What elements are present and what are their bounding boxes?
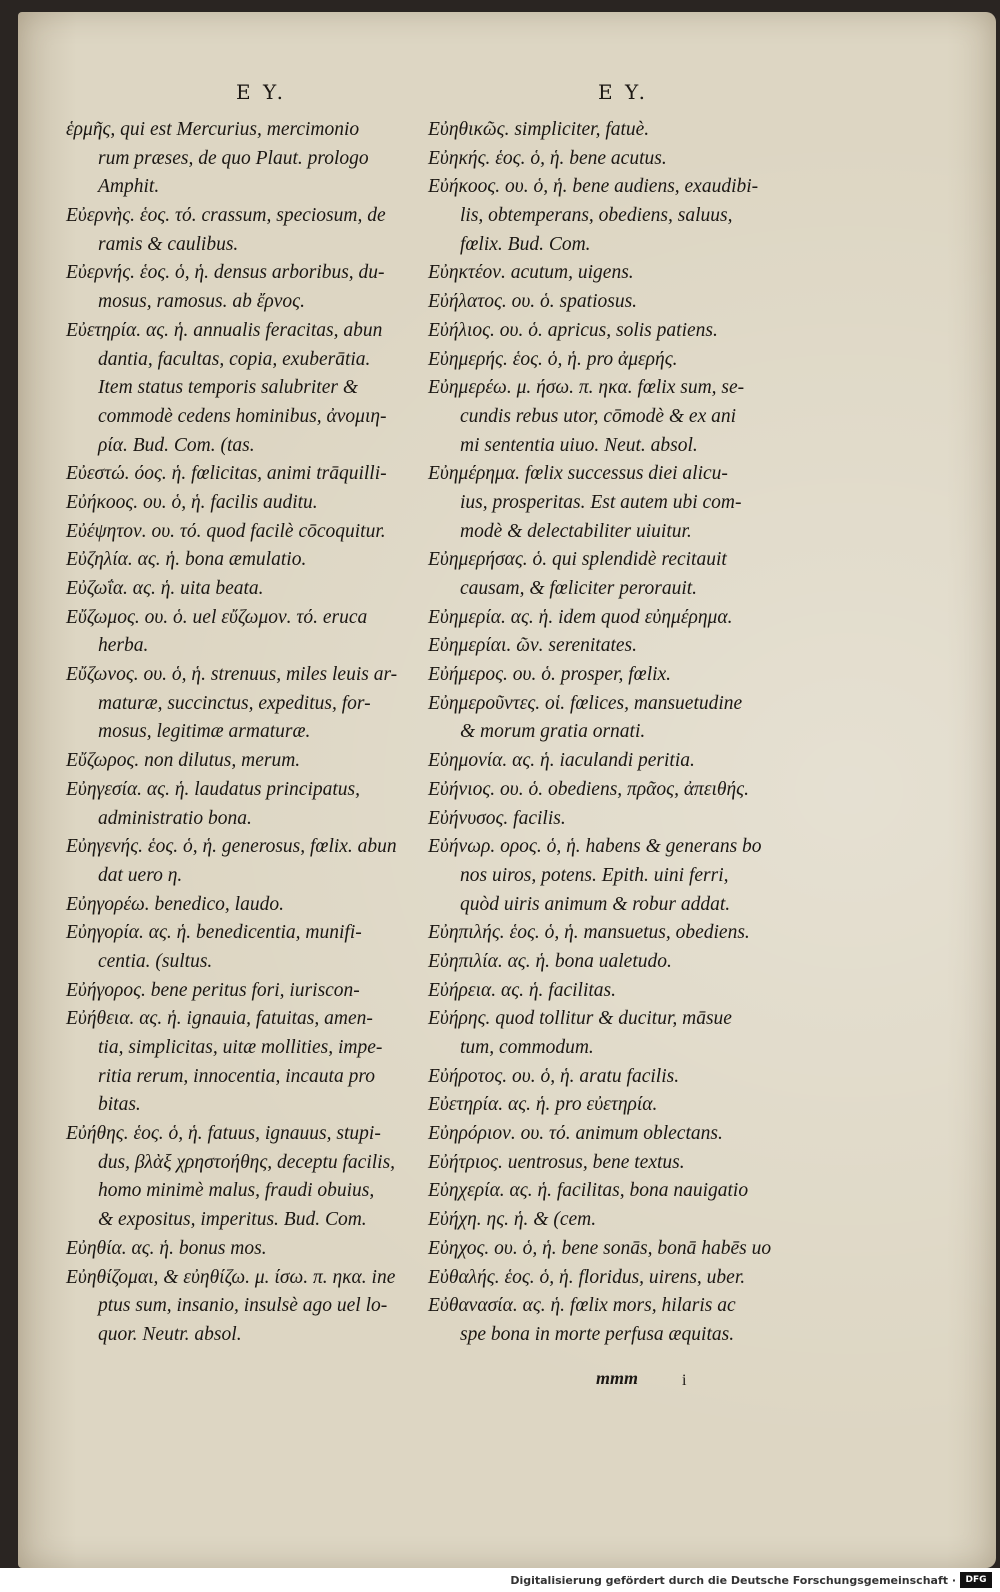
text-line: mosus, legitimæ armaturæ. <box>98 721 311 743</box>
text-line: Εὔζωμος. ου. ὁ. uel εὔζωμον. τό. eruca <box>66 606 368 628</box>
book-page <box>18 12 996 1568</box>
text-line: dus, βλὰξ χρηστοήθης, deceptu facilis, <box>98 1151 396 1173</box>
text-line: herba. <box>98 635 149 657</box>
text-line: ptus sum, insanio, insulsè ago uel lo- <box>98 1295 388 1317</box>
text-line: ius, prosperitas. Est autem ubi com- <box>460 491 742 513</box>
text-line: Εὐημέρημα. fœlix successus diei alicu- <box>428 463 728 485</box>
text-line: Εὐήκοος. ου. ὁ, ἡ. facilis auditu. <box>66 491 318 513</box>
footer-bar <box>0 1568 1000 1592</box>
text-line: Εὐημερίαι. ῶν. serenitates. <box>428 635 637 657</box>
text-line: Εὐήγορος. bene peritus fori, iuriscon- <box>66 979 360 1001</box>
text-line: dantia, facultas, copia, exuberātia. <box>98 348 371 370</box>
text-line: nos uiros, potens. Epith. uini ferri, <box>460 864 729 886</box>
text-line: Εὐήκοος. ου. ὁ, ἡ. bene audiens, exaudibi- <box>428 176 759 198</box>
text-line: ρία. Bud. Com. (tas. <box>98 434 255 456</box>
text-line: Εὐθανασία. ας. ἡ. fœlix mors, hilaris ac <box>428 1295 736 1317</box>
text-line: rum præses, de quo Plaut. prologo <box>98 147 369 169</box>
text-line: Εὐηγορέω. benedico, laudo. <box>66 893 284 915</box>
text-line: Εὐήρεια. ας. ἡ. facilitas. <box>428 979 617 1001</box>
footer-credit: Digitalisierung gefördert durch die Deutsche Forschungsgemeinschaft · <box>510 1574 956 1587</box>
text-line: lis, obtemperans, obediens, saluus, <box>460 205 733 227</box>
text-line: Εὐετηρία. ας. ἡ. pro εὐετηρία. <box>428 1094 658 1116</box>
text-line: Εὐερνὴς. ἑος. τό. crassum, speciosum, de <box>66 205 386 227</box>
text-line: Εὐήνιος. ου. ὁ. obediens, πρᾶος, ἀπειθής. <box>428 778 749 800</box>
text-line: Εὐήμερος. ου. ὁ. prosper, fœlix. <box>428 664 672 686</box>
text-line: Εὐημερήσας. ὁ. qui splendidè recitauit <box>428 549 727 571</box>
text-line: quor. Neutr. absol. <box>98 1323 242 1345</box>
text-line: Εὐήθεια. ας. ἡ. ignauia, fatuitas, amen- <box>66 1008 373 1030</box>
text-line: ἑρμῆς, qui est Mercurius, mercimonio <box>66 119 360 140</box>
text-line: tum, commodum. <box>460 1037 594 1058</box>
text-line: Εὐηχερία. ας. ἡ. facilitas, bona nauigatio <box>428 1180 749 1202</box>
text-line: Εὐημερής. ἑος. ὁ, ἡ. pro ἀμερής. <box>428 348 678 370</box>
text-line: Εὐηθία. ας. ἡ. bonus mos. <box>66 1237 267 1259</box>
text-line: mi sententia uiuo. Neut. absol. <box>460 434 698 456</box>
text-line: spe bona in morte perfusa æquitas. <box>460 1323 735 1345</box>
text-line: & expositus, imperitus. Bud. Com. <box>98 1209 367 1231</box>
text-line: Εὐηπιλής. ἑος. ὁ, ἡ. mansuetus, obediens. <box>428 922 750 944</box>
text-line: centia. (sultus. <box>98 950 213 972</box>
text-line: Εὐηχος. ου. ὁ, ἡ. bene sonās, bonā habēs uo <box>428 1237 772 1259</box>
running-head-left: E Y. <box>236 80 286 104</box>
text-line: Εὐηγεσία. ας. ἡ. laudatus principatus, <box>66 778 361 800</box>
text-line: & morum gratia ornati. <box>460 721 646 743</box>
text-line: Εὐζηλία. ας. ἡ. bona æmulatio. <box>66 549 307 571</box>
text-line: modè & delectabiliter uiuitur. <box>460 520 692 542</box>
text-line: Εὐηθίζομαι, & εὐηθίζω. μ. ίσω. π. ηκα. ine <box>66 1266 396 1288</box>
text-line: Εὔζωνος. ου. ὁ, ἡ. strenuus, miles leuis ar- <box>66 664 398 686</box>
text-line: Εὐημεροῦντες. οἱ. fœlices, mansuetudine <box>428 692 743 714</box>
text-line: dat uero η. <box>98 864 183 886</box>
text-line: bitas. <box>98 1094 141 1116</box>
text-line: Εὐηκής. ἑος. ὁ, ἡ. bene acutus. <box>428 147 667 169</box>
text-line: maturæ, succinctus, expeditus, for- <box>98 692 371 714</box>
text-line: Εὐήχη. ης. ἡ. & (cem. <box>428 1209 597 1231</box>
text-line: Εὐερνής. ἑος. ὁ, ἡ. densus arboribus, du- <box>66 262 385 284</box>
left-column <box>66 116 416 1350</box>
text-line: mosus, ramosus. ab ἔρνος. <box>98 291 305 313</box>
text-line: Εὐεστώ. όος. ἡ. fœlicitas, animi trāquilli- <box>66 463 387 485</box>
text-line: Εὐήρης. quod tollitur & ducitur, māsue <box>428 1008 732 1030</box>
text-line: Εὐθαλής. ἑος. ὁ, ἡ. floridus, uirens, uber. <box>428 1266 746 1288</box>
text-line: Εὐημερέω. μ. ήσω. π. ηκα. fœlix sum, se- <box>428 377 745 399</box>
signature-mark: i <box>682 1372 687 1389</box>
text-line: Amphit. <box>98 176 160 198</box>
text-line: Εὐηγορία. ας. ἡ. benedicentia, munifi- <box>66 922 362 944</box>
text-line: Εὐηθικῶς. simpliciter, fatuè. <box>428 119 650 140</box>
text-line: Εὐημερία. ας. ἡ. idem quod εὐημέρημα. <box>428 606 733 628</box>
text-line: Εὐήλατος. ου. ὁ. spatiosus. <box>428 291 638 313</box>
text-line: Εὐήλιος. ου. ὁ. apricus, solis patiens. <box>428 319 718 341</box>
text-line: ramis & caulibus. <box>98 233 239 255</box>
text-line: ritia rerum, innocentia, incauta pro <box>98 1065 375 1087</box>
text-line: Εὐήροτος. ου. ὁ, ἡ. aratu facilis. <box>428 1065 680 1087</box>
text-line: tia, simplicitas, uitæ mollities, impe- <box>98 1037 383 1058</box>
text-line: Εὐημονία. ας. ἡ. iaculandi peritia. <box>428 750 695 772</box>
text-line: Εὐήνυσος. facilis. <box>428 807 566 829</box>
running-head-right: E Y. <box>598 80 648 104</box>
right-column <box>428 116 778 1350</box>
dfg-logo-icon: DFG <box>960 1572 992 1588</box>
text-line: Εὐήθης. ἑος. ὁ, ἡ. fatuus, ignauus, stupi- <box>66 1123 381 1145</box>
text-line: Εὐετηρία. ας. ἡ. annualis feracitas, abun <box>66 319 383 341</box>
text-line: Εὐηπιλία. ας. ἡ. bona ualetudo. <box>428 950 672 972</box>
text-line: quòd uiris animum & robur addat. <box>460 893 731 915</box>
text-line: homo minimè malus, fraudi obuius, <box>98 1180 375 1202</box>
text-line: causam, & fœliciter perorauit. <box>460 578 698 599</box>
text-line: Εὐήτριος. uentrosus, bene textus. <box>428 1151 685 1173</box>
text-line: Εὔζωρος. non dilutus, merum. <box>66 750 301 772</box>
catchword: mmm <box>596 1368 639 1388</box>
text-line: Εὐέψητον. ου. τό. quod facilè cōcoquitur. <box>66 520 386 542</box>
text-line: fœlix. Bud. Com. <box>460 233 591 255</box>
text-line: commodè cedens hominibus, ἀνομιη- <box>98 405 387 427</box>
text-line: Item status temporis salubriter & <box>98 377 359 399</box>
text-line: Εὐήνωρ. ορος. ὁ, ἡ. habens & generans bo <box>428 836 762 858</box>
text-line: Εὐζωΐα. ας. ἡ. uita beata. <box>66 578 264 599</box>
text-line: Εὐηρόριον. ου. τό. animum oblectans. <box>428 1123 723 1145</box>
text-line: Εὐηγενής. ἑος. ὁ, ἡ. generosus, fœlix. abun <box>66 836 397 858</box>
text-line: administratio bona. <box>98 807 252 829</box>
text-line: Εὐηκτέον. acutum, uigens. <box>428 262 634 284</box>
text-line: cundis rebus utor, cōmodè & ex ani <box>460 405 737 427</box>
